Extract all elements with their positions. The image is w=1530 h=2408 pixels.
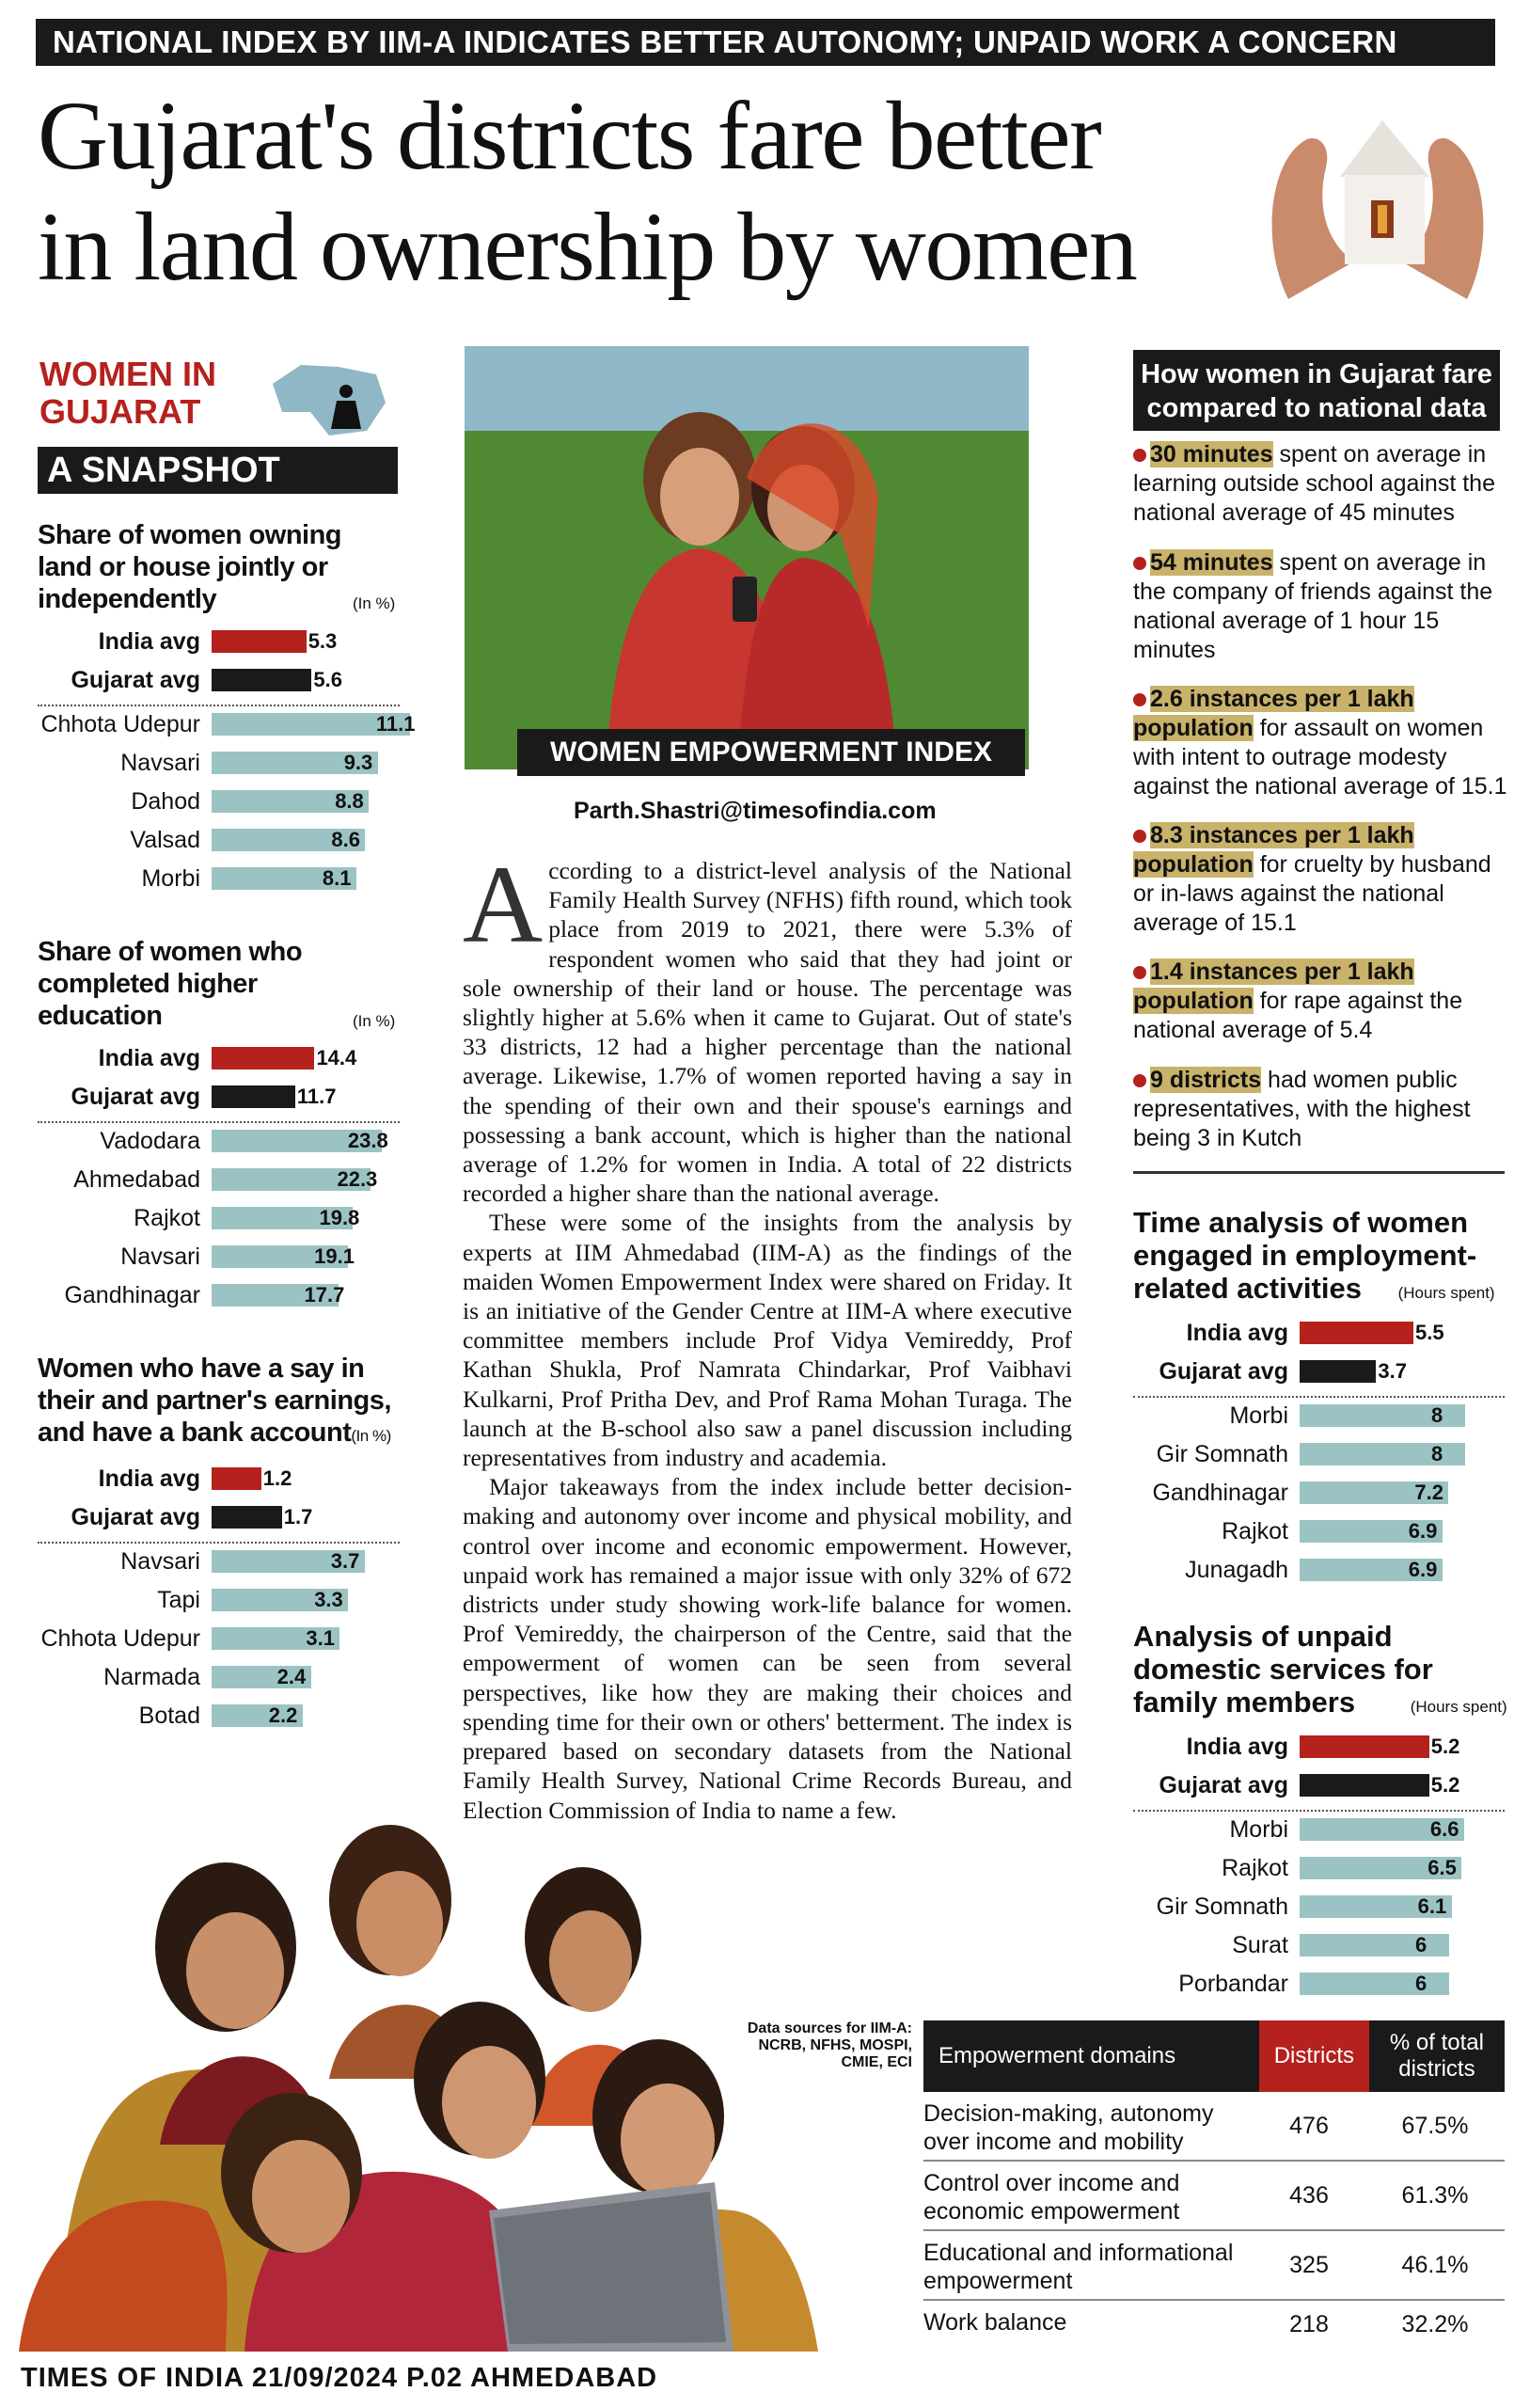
gujarat-avg-label: Gujarat avg xyxy=(1159,1772,1288,1798)
district-value: 7.2 xyxy=(1414,1481,1443,1504)
gujarat-avg-bar xyxy=(1300,1360,1376,1383)
gujarat-avg-row xyxy=(1100,1769,1514,1801)
domains-table-row xyxy=(923,2092,1505,2162)
fact-item xyxy=(1133,821,1509,938)
gujarat-avg-bar xyxy=(212,1506,282,1529)
india-avg-label: India avg xyxy=(98,1465,200,1492)
domains-table-body xyxy=(923,2092,1505,2348)
fact-item xyxy=(1133,1066,1509,1153)
top-banner: NATIONAL INDEX BY IIM-A INDICATES BETTER AUTONOMY; UNPAID WORK A CONCERN xyxy=(36,19,1495,66)
domain-name: Work balance xyxy=(923,2309,1067,2336)
district-value: 23.8 xyxy=(347,1129,388,1152)
chart2-title: Share of women who completed higher education xyxy=(38,937,303,1031)
district-row xyxy=(0,785,404,817)
district-row xyxy=(0,708,416,740)
chart1-title: Share of women owning land or house jointly or independently xyxy=(38,520,342,614)
district-value: 3.3 xyxy=(314,1588,343,1611)
gujarat-avg-bar xyxy=(212,669,311,691)
district-row xyxy=(1100,1929,1514,1961)
district-row xyxy=(1100,1515,1514,1547)
district-label: Navsari xyxy=(120,750,200,776)
district-value: 6.6 xyxy=(1429,1817,1459,1841)
district-row xyxy=(1100,1968,1514,2000)
india-avg-label: India avg xyxy=(98,628,200,655)
district-row xyxy=(1100,1891,1514,1923)
district-label: Gir Somnath xyxy=(1156,1441,1288,1467)
fact-highlight: 54 minutes xyxy=(1150,549,1273,576)
district-row xyxy=(1100,1400,1514,1432)
chart2-unit: (In %) xyxy=(353,1012,396,1030)
district-label: Morbi xyxy=(1229,1816,1288,1843)
domain-percent: 61.3% xyxy=(1401,2182,1469,2209)
district-row xyxy=(0,1164,404,1196)
domain-districts: 476 xyxy=(1289,2113,1329,2139)
district-label: Chhota Udepur xyxy=(40,1625,200,1652)
district-value: 6 xyxy=(1415,1972,1427,1995)
district-value: 9.3 xyxy=(343,751,373,774)
district-value: 6.1 xyxy=(1417,1894,1447,1918)
bullet-icon xyxy=(1133,1074,1146,1087)
bullet-icon xyxy=(1133,449,1146,462)
district-row xyxy=(0,1545,404,1577)
india-avg-bar xyxy=(212,1467,261,1490)
bullet-icon xyxy=(1133,830,1146,843)
fact-highlight: 8.3 instances per 1 lakh population xyxy=(1133,822,1414,878)
fact-item xyxy=(1133,958,1509,1045)
gujarat-avg-bar xyxy=(1300,1774,1429,1797)
gujarat-avg-value: 11.7 xyxy=(296,1085,337,1108)
domains-table-row xyxy=(923,2162,1505,2231)
district-row xyxy=(0,1241,404,1273)
india-avg-row xyxy=(0,626,404,657)
district-value: 6.9 xyxy=(1408,1519,1438,1543)
district-label: Valsad xyxy=(130,827,200,853)
india-avg-label: India avg xyxy=(1186,1734,1288,1760)
header-districts: Districts xyxy=(1259,2020,1369,2092)
district-value: 19.1 xyxy=(314,1244,355,1268)
india-avg-bar xyxy=(212,630,307,653)
district-label: Tapi xyxy=(157,1587,200,1613)
district-row xyxy=(1100,1477,1514,1509)
district-label: Chhota Udepur xyxy=(40,711,200,737)
district-value: 8.1 xyxy=(322,866,352,890)
gujarat-avg-label: Gujarat avg xyxy=(1159,1358,1288,1385)
india-avg-row xyxy=(1100,1731,1514,1763)
headline-line-2: in land ownership by women xyxy=(38,193,1137,301)
district-value: 22.3 xyxy=(337,1167,378,1191)
domain-percent: 67.5% xyxy=(1401,2113,1469,2139)
domains-table-row xyxy=(923,2301,1505,2348)
india-avg-bar xyxy=(1300,1735,1429,1758)
time-chart2-title: Analysis of unpaid domestic services for family members (Hours spent) xyxy=(1133,1620,1507,1719)
india-avg-value: 14.4 xyxy=(316,1046,357,1069)
district-row xyxy=(0,1661,404,1693)
article-body xyxy=(463,843,1072,1825)
india-avg-row xyxy=(0,1463,404,1495)
district-row xyxy=(0,863,404,895)
india-avg-bar xyxy=(1300,1322,1413,1344)
chart3-title: Women who have a say in their and partner's earnings, and have a bank account(In %) xyxy=(38,1354,391,1448)
gujarat-map-icon xyxy=(263,356,395,440)
india-avg-label: India avg xyxy=(98,1045,200,1071)
district-value: 6 xyxy=(1415,1933,1427,1956)
india-avg-bar xyxy=(212,1047,314,1069)
gujarat-avg-value: 3.7 xyxy=(1378,1359,1407,1383)
district-label: Morbi xyxy=(141,865,200,892)
district-row xyxy=(0,824,404,856)
fact-text: for cruelty by husband or in-laws against the national average of 15.1 xyxy=(1133,851,1491,936)
district-value: 19.8 xyxy=(319,1206,360,1229)
gujarat-avg-row xyxy=(0,1081,404,1113)
district-row xyxy=(1100,1852,1514,1884)
district-label: Rajkot xyxy=(1222,1855,1288,1881)
headline-line-1: Gujarat's districts fare better xyxy=(38,82,1101,190)
domains-table xyxy=(923,2020,1505,2348)
header-domains: Empowerment domains xyxy=(939,2043,1176,2068)
fact-highlight: 2.6 instances per 1 lakh population xyxy=(1133,686,1414,741)
district-value: 8 xyxy=(1431,1403,1443,1427)
district-label: Surat xyxy=(1232,1932,1288,1958)
data-sources-note: Data sources for IIM-A: NCRB, NFHS, MOSPI, CMIE, ECI xyxy=(747,2020,912,2070)
district-row xyxy=(0,1700,404,1732)
snapshot-subtitle: A SNAPSHOT xyxy=(38,447,398,494)
gujarat-avg-value: 5.6 xyxy=(313,668,342,691)
fact-highlight: 1.4 instances per 1 lakh population xyxy=(1133,958,1414,1014)
district-value: 8.8 xyxy=(335,789,364,813)
district-label: Junagadh xyxy=(1185,1557,1288,1583)
domain-percent: 32.2% xyxy=(1401,2311,1469,2337)
snapshot-title-line-1: WOMEN IN xyxy=(39,355,216,393)
drop-cap: A xyxy=(463,843,544,966)
district-row xyxy=(1100,1554,1514,1586)
fact-item xyxy=(1133,685,1509,801)
domain-name: Control over income and economic empowerment xyxy=(923,2170,1180,2225)
chart-divider xyxy=(1133,1810,1505,1812)
district-label: Narmada xyxy=(103,1664,200,1690)
fact-item xyxy=(1133,440,1509,528)
district-label: Gandhinagar xyxy=(64,1282,200,1308)
district-label: Rajkot xyxy=(1222,1518,1288,1545)
time-chart1-title: Time analysis of women engaged in employment- related activities (Hours spent) xyxy=(1133,1206,1495,1305)
gujarat-avg-label: Gujarat avg xyxy=(71,667,200,693)
district-row xyxy=(0,747,404,779)
domain-districts: 218 xyxy=(1289,2311,1329,2337)
gujarat-avg-row xyxy=(0,664,404,696)
domain-name: Educational and informational empowerment xyxy=(923,2240,1234,2294)
fact-text: spent on average in learning outside school against the national average of 45 minutes xyxy=(1133,441,1495,526)
district-label: Navsari xyxy=(120,1548,200,1575)
gujarat-avg-label: Gujarat avg xyxy=(71,1084,200,1110)
district-label: Gir Somnath xyxy=(1156,1893,1288,1920)
fact-text: for rape against the national average of 5.4 xyxy=(1133,988,1463,1043)
district-label: Ahmedabad xyxy=(73,1166,200,1193)
district-value: 3.7 xyxy=(330,1549,360,1573)
domains-table-header xyxy=(923,2020,1505,2092)
district-label: Rajkot xyxy=(134,1205,200,1231)
right-divider xyxy=(1133,1171,1505,1174)
domain-districts: 436 xyxy=(1289,2182,1329,2209)
district-row xyxy=(0,1202,404,1234)
bullet-icon xyxy=(1133,966,1146,979)
india-avg-value: 5.2 xyxy=(1430,1735,1460,1758)
house-in-hands-illustration xyxy=(1251,73,1505,304)
india-avg-label: India avg xyxy=(1186,1320,1288,1346)
district-label: Porbandar xyxy=(1178,1971,1288,1997)
byline: Parth.Shastri@timesofindia.com xyxy=(574,798,937,824)
district-row xyxy=(0,1584,404,1616)
district-row xyxy=(1100,1438,1514,1470)
district-label: Botad xyxy=(138,1703,200,1729)
chart1-unit: (In %) xyxy=(353,594,396,612)
district-value: 3.1 xyxy=(306,1626,335,1650)
district-value: 6.5 xyxy=(1427,1856,1457,1879)
chart-divider xyxy=(1133,1396,1505,1398)
india-avg-row xyxy=(0,1042,404,1074)
article-paragraph-3: Major takeaways from the index include better decision-making and autonomy over income and physical mobility, and control over income and economic empowerment. However, unpaid work has remained a major issue with only 32% of 672 districts under study showing work-life balance for women. Prof Vemireddy, the chairperson of the Centre, said that the empowerment of women can be seen from several perspectives, like how they are making their choices and spending time for their own or others' betterment. The index is prepared based on secondary datasets from the National Family Health Survey, National Crime Records Bureau, and Election Commission of India to name a few. xyxy=(463,1473,1072,1824)
district-row xyxy=(1100,1814,1514,1846)
bullet-icon xyxy=(1133,693,1146,706)
district-label: Dahod xyxy=(131,788,200,815)
gujarat-avg-row xyxy=(0,1501,404,1533)
headline xyxy=(38,81,1232,303)
district-value: 11.1 xyxy=(375,712,416,736)
india-avg-value: 5.5 xyxy=(1415,1321,1444,1344)
district-row xyxy=(0,1279,404,1311)
fact-item xyxy=(1133,548,1509,665)
district-row xyxy=(0,1125,404,1157)
district-value: 8 xyxy=(1431,1442,1443,1465)
domain-districts: 325 xyxy=(1289,2252,1329,2278)
district-value: 17.7 xyxy=(304,1283,345,1307)
header-percent: % of total districts xyxy=(1389,2030,1484,2082)
domains-table-row xyxy=(923,2231,1505,2301)
fact-highlight: 30 minutes xyxy=(1150,441,1273,467)
fact-text: had women public representatives, with the highest being 3 in Kutch xyxy=(1133,1067,1471,1151)
india-avg-value: 5.3 xyxy=(308,629,338,653)
district-value: 8.6 xyxy=(331,828,360,851)
bullet-icon xyxy=(1133,557,1146,570)
photo-caption: WOMEN EMPOWERMENT INDEX xyxy=(517,729,1025,776)
district-value: 2.4 xyxy=(276,1665,307,1688)
gujarat-avg-value: 1.7 xyxy=(283,1505,313,1529)
district-label: Vadodara xyxy=(100,1128,200,1154)
domain-percent: 46.1% xyxy=(1401,2252,1469,2278)
gujarat-avg-value: 5.2 xyxy=(1430,1773,1460,1797)
women-with-phone-photo xyxy=(465,346,1029,769)
gujarat-avg-label: Gujarat avg xyxy=(71,1504,200,1530)
district-label: Morbi xyxy=(1229,1402,1288,1429)
page-footer: TIMES OF INDIA 21/09/2024 P.02 AHMEDABAD xyxy=(21,2363,658,2393)
domain-name: Decision-making, autonomy over income and mobility xyxy=(923,2100,1214,2155)
snapshot-title-line-2: GUJARAT xyxy=(39,392,201,431)
district-label: Navsari xyxy=(120,1244,200,1270)
article-paragraph-2: These were some of the insights from the analysis by experts at IIM Ahmedabad (IIM-A) as the findings of the maiden Women Empowerment Index were shared on Friday. It is an initiative of the Gender Centre at IIM-A where executive committee members include Prof Vidya Vemireddy, Prof Kathan Shukla, Prof Namrata Chindarkar, Prof Vaibhavi Kulkarni, Prof Pritha Dev, and Prof Rama Mohan Turaga. The launch at the B-school also saw a panel discussion including representatives from industry and academia. xyxy=(463,1209,1072,1472)
india-avg-value: 1.2 xyxy=(262,1466,292,1490)
gujarat-avg-bar xyxy=(212,1085,295,1108)
article-paragraph-1: ccording to a district-level analysis of the National Family Health Survey (NFHS) fifth round, which took place from 2019 to 2021, there were 5.3% of respondent women who said that they had joint or sole ownership of their land or house. The percentage was slightly higher at 5.6% when it came to Gujarat. Out of state's 33 districts, 12 had a higher percentage than the national average. Likewise, 1.7% of women reported having a say in the spending of their own and their spouse's earnings and possessing a bank account, which is higher than the national average of 1.2% for women in India. A total of 22 districts recorded a higher share than the national average. xyxy=(463,857,1072,1208)
gujarat-avg-row xyxy=(1100,1355,1514,1387)
photo-illustration xyxy=(465,346,1029,769)
chart-divider xyxy=(38,1121,400,1123)
district-row xyxy=(0,1623,404,1655)
national-comparison-title: How women in Gujarat fare compared to national data xyxy=(1133,350,1500,431)
district-value: 6.9 xyxy=(1408,1558,1438,1581)
district-value: 2.2 xyxy=(268,1703,298,1727)
fact-text: for assault on women with intent to outrage modesty against the national average of 15.1 xyxy=(1133,715,1507,800)
chart-divider xyxy=(38,705,400,706)
district-label: Gandhinagar xyxy=(1152,1480,1288,1506)
fact-text: spent on average in the company of friends against the national average of 1 hour 15 minutes xyxy=(1133,549,1493,663)
chart-divider xyxy=(38,1542,400,1544)
india-avg-row xyxy=(1100,1317,1514,1349)
fact-highlight: 9 districts xyxy=(1150,1067,1262,1093)
